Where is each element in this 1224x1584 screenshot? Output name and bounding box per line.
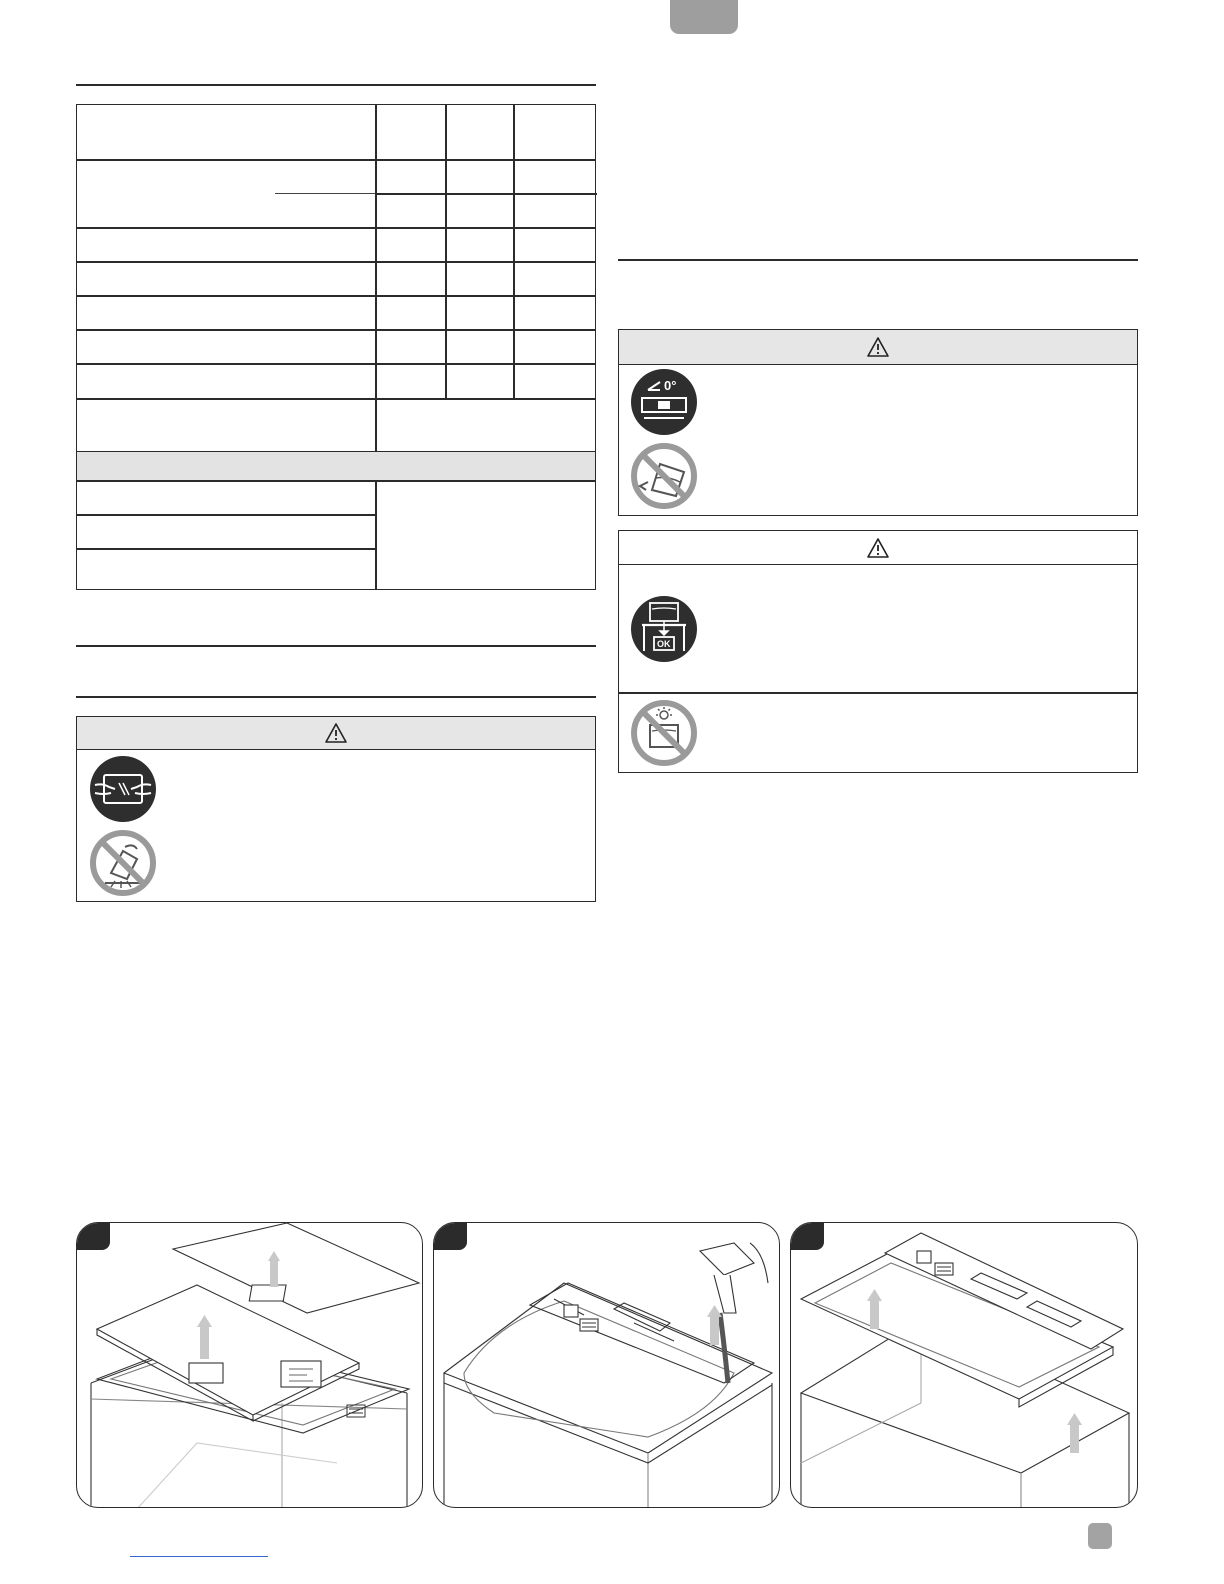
caution-header — [619, 531, 1137, 565]
aquarium-frame-lift-drawing — [791, 1223, 1138, 1508]
no-tilted-filled-tank-icon — [630, 442, 698, 510]
section-rule-mid-left — [76, 645, 596, 647]
caution-box-placement — [618, 329, 1138, 516]
aquarium-pump-removal-drawing — [434, 1223, 780, 1508]
table-header-col-3 — [513, 105, 597, 159]
warning-triangle-icon — [866, 537, 890, 559]
step-number-tab — [434, 1223, 467, 1250]
illustration-step-3 — [790, 1222, 1138, 1508]
table-row — [77, 399, 375, 451]
section-rule-lower-left — [76, 696, 596, 698]
table-cell — [375, 159, 445, 193]
page-number-badge — [1088, 1523, 1112, 1549]
level-0-degrees-icon — [630, 368, 698, 436]
table-row — [77, 515, 375, 548]
step-number-tab — [791, 1223, 824, 1250]
table-row — [77, 549, 375, 589]
table-header-col-1 — [375, 105, 445, 159]
table-merged-value — [375, 481, 597, 589]
table-row — [77, 481, 375, 514]
caution-divider — [619, 692, 1137, 694]
table-row — [77, 329, 375, 363]
section-rule-top-right — [618, 259, 1138, 261]
table-row — [77, 295, 375, 329]
table-row — [77, 261, 375, 295]
aquarium-lid-removal-drawing — [77, 1223, 423, 1508]
table-section-band — [77, 452, 595, 480]
illustration-step-2 — [433, 1222, 780, 1508]
level-degree-label: 0° — [664, 378, 677, 393]
step-number-tab — [77, 1223, 110, 1250]
ok-label: OK — [657, 639, 671, 649]
section-rule-top-left — [76, 84, 596, 86]
specification-table — [76, 104, 596, 590]
table-row — [77, 159, 375, 227]
warning-triangle-icon — [866, 336, 890, 358]
caution-box-handling — [76, 716, 596, 902]
caution-header — [619, 330, 1137, 365]
table-cell — [375, 399, 597, 451]
footer-link[interactable] — [130, 1556, 268, 1557]
table-cell — [375, 193, 445, 227]
caution-box-location — [618, 530, 1138, 773]
hands-handling-icon — [89, 755, 157, 823]
warning-triangle-icon — [324, 722, 348, 744]
no-dropping-glass-icon — [89, 829, 157, 897]
stable-base-ok-icon — [630, 595, 698, 663]
table-header-label — [77, 105, 375, 159]
table-row — [77, 227, 375, 261]
table-header-col-2 — [445, 105, 513, 159]
caution-header — [77, 717, 595, 750]
table-row — [77, 363, 375, 398]
no-direct-sunlight-icon — [630, 699, 698, 767]
language-tab — [670, 0, 738, 34]
illustration-step-1 — [76, 1222, 423, 1508]
